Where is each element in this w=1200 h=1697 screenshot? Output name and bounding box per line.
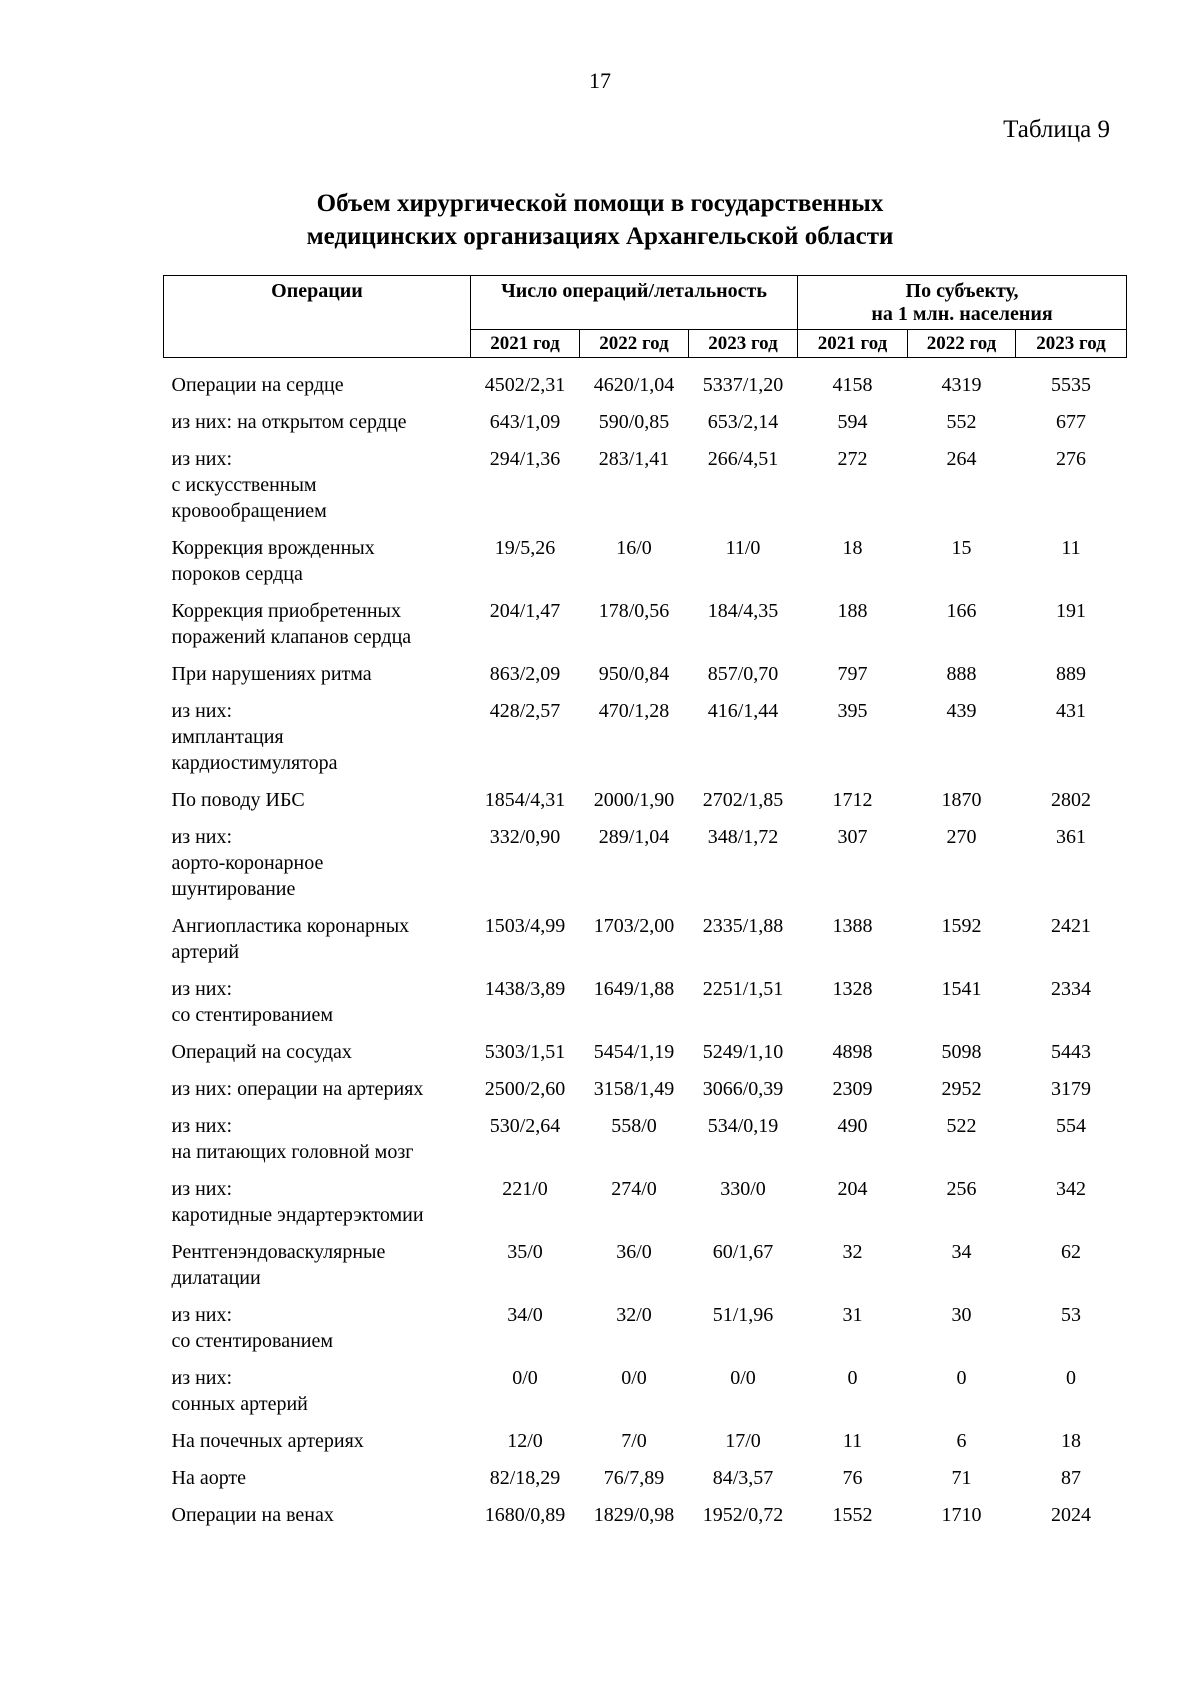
table-row	[164, 446, 1127, 535]
cell-count-lethality: 2702/1,85	[702, 789, 784, 811]
cell-count-lethality: 34/0	[507, 1304, 543, 1326]
cell-per-million: 34	[951, 1241, 972, 1263]
header-year-per-million-2023: 2023 год	[1016, 330, 1127, 358]
cell-count-lethality: 221/0	[502, 1178, 548, 1200]
cell-count-lethality: 1649/1,88	[593, 978, 675, 1000]
cell-count-lethality: 3066/0,39	[702, 1078, 784, 1100]
cell-count-lethality: 0/0	[512, 1367, 538, 1389]
table-row	[164, 976, 1127, 1039]
row-operation-label: При нарушениях ритма	[171, 663, 372, 685]
cell-count-lethality: 1952/0,72	[702, 1504, 784, 1526]
table-row	[164, 824, 1127, 913]
cell-per-million: 522	[946, 1115, 977, 1137]
title-line-1: Объем хирургической помощи в государственных	[316, 190, 884, 217]
table-row	[164, 1465, 1127, 1502]
header-year-per-million-2021: 2021 год	[798, 330, 908, 358]
row-operation-label: из них: каротидные эндартерэктомии	[171, 1178, 424, 1226]
cell-per-million: 889	[1056, 663, 1087, 685]
cell-per-million: 204	[837, 1178, 868, 1200]
cell-per-million: 3179	[1051, 1078, 1092, 1100]
row-operation-label: Коррекция врожденных пороков сердца	[171, 537, 375, 585]
cell-count-lethality: 332/0,90	[489, 826, 561, 848]
cell-per-million: 191	[1056, 600, 1087, 622]
cell-per-million: 2024	[1051, 1504, 1092, 1526]
cell-count-lethality: 51/1,96	[712, 1304, 774, 1326]
cell-count-lethality: 266/4,51	[707, 448, 779, 470]
cell-count-lethality: 35/0	[507, 1241, 543, 1263]
cell-per-million: 342	[1056, 1178, 1087, 1200]
table-row	[164, 913, 1127, 976]
table-row	[164, 358, 1127, 410]
header-year-per-million-2022: 2022 год	[908, 330, 1016, 358]
cell-per-million: 797	[837, 663, 868, 685]
cell-count-lethality: 12/0	[507, 1430, 543, 1452]
table-row	[164, 535, 1127, 598]
row-operation-label: из них: сонных артерий	[171, 1367, 308, 1415]
row-operation-label: из них: на открытом сердце	[171, 411, 407, 433]
cell-per-million: 6	[956, 1430, 967, 1452]
row-operation-label: из них: имплантация кардиостимулятора	[171, 700, 338, 774]
row-operation-label: Коррекция приобретенных поражений клапанов сердца	[171, 600, 412, 648]
table-row	[164, 1176, 1127, 1239]
cell-count-lethality: 5249/1,10	[702, 1041, 784, 1063]
cell-count-lethality: 863/2,09	[489, 663, 561, 685]
cell-count-lethality: 1438/3,89	[484, 978, 566, 1000]
row-operation-label: Ангиопластика коронарных артерий	[171, 915, 410, 963]
table-row	[164, 409, 1127, 446]
cell-count-lethality: 1829/0,98	[593, 1504, 675, 1526]
document-title	[0, 187, 1200, 253]
cell-per-million: 2421	[1051, 915, 1092, 937]
header-year-count-2023: 2023 год	[689, 330, 798, 358]
cell-per-million: 32	[842, 1241, 863, 1263]
cell-per-million: 18	[842, 537, 863, 559]
cell-per-million: 53	[1061, 1304, 1082, 1326]
cell-count-lethality: 0/0	[621, 1367, 647, 1389]
cell-count-lethality: 289/1,04	[598, 826, 670, 848]
cell-per-million: 11	[842, 1430, 863, 1452]
row-operation-label: из них: на питающих головной мозг	[171, 1115, 414, 1163]
cell-per-million: 264	[946, 448, 977, 470]
cell-per-million: 1592	[941, 915, 982, 937]
cell-count-lethality: 7/0	[621, 1430, 647, 1452]
cell-per-million: 554	[1056, 1115, 1087, 1137]
cell-per-million: 0	[1066, 1367, 1077, 1389]
cell-count-lethality: 330/0	[720, 1178, 766, 1200]
cell-per-million: 888	[946, 663, 977, 685]
row-operation-label: из них: с искусственным кровообращением	[171, 448, 327, 522]
cell-count-lethality: 283/1,41	[598, 448, 670, 470]
row-operation-label: из них: аорто-коронарное шунтирование	[171, 826, 324, 900]
row-operation-label: из них: со стентированием	[171, 978, 334, 1026]
cell-per-million: 2952	[941, 1078, 982, 1100]
cell-count-lethality: 950/0,84	[598, 663, 670, 685]
cell-count-lethality: 857/0,70	[707, 663, 779, 685]
cell-count-lethality: 5303/1,51	[484, 1041, 566, 1063]
cell-count-lethality: 17/0	[725, 1430, 761, 1452]
cell-count-lethality: 184/4,35	[707, 600, 779, 622]
cell-count-lethality: 11/0	[725, 537, 761, 559]
table-row	[164, 1428, 1127, 1465]
cell-count-lethality: 1703/2,00	[593, 915, 675, 937]
cell-count-lethality: 1680/0,89	[484, 1504, 566, 1526]
table-row	[164, 661, 1127, 698]
cell-per-million: 5098	[941, 1041, 982, 1063]
cell-per-million: 62	[1061, 1241, 1082, 1263]
row-operation-label: Операции на венах	[171, 1504, 334, 1526]
cell-per-million: 1388	[832, 915, 873, 937]
cell-per-million: 18	[1061, 1430, 1082, 1452]
row-operation-label: из них: со стентированием	[171, 1304, 334, 1352]
cell-per-million: 166	[946, 600, 977, 622]
header-year-count-2022: 2022 год	[580, 330, 689, 358]
table-row	[164, 1302, 1127, 1365]
row-operation-label: Операции на сердце	[171, 374, 344, 396]
cell-count-lethality: 19/5,26	[494, 537, 556, 559]
cell-count-lethality: 294/1,36	[489, 448, 561, 470]
table-row	[164, 787, 1127, 824]
title-line-2: медицинских организациях Архангельской области	[306, 223, 894, 250]
table-row	[164, 1239, 1127, 1302]
cell-count-lethality: 416/1,44	[707, 700, 779, 722]
cell-count-lethality: 558/0	[611, 1115, 657, 1137]
row-operation-label: Операций на сосудах	[171, 1041, 352, 1063]
cell-per-million: 270	[946, 826, 977, 848]
cell-per-million: 1328	[832, 978, 873, 1000]
cell-count-lethality: 348/1,72	[707, 826, 779, 848]
row-operation-label: На почечных артериях	[171, 1430, 364, 1452]
table-row	[164, 1365, 1127, 1428]
cell-count-lethality: 84/3,57	[712, 1467, 774, 1489]
cell-per-million: 1710	[941, 1504, 982, 1526]
cell-per-million: 30	[951, 1304, 972, 1326]
cell-count-lethality: 2251/1,51	[702, 978, 784, 1000]
cell-per-million: 361	[1056, 826, 1087, 848]
cell-count-lethality: 534/0,19	[707, 1115, 779, 1137]
cell-count-lethality: 16/0	[616, 537, 652, 559]
cell-count-lethality: 76/7,89	[603, 1467, 665, 1489]
cell-per-million: 11	[1061, 537, 1081, 559]
cell-count-lethality: 3158/1,49	[593, 1078, 675, 1100]
cell-per-million: 307	[837, 826, 868, 848]
header-per-subject-line-2: на 1 млн. населения	[871, 303, 1053, 325]
cell-per-million: 439	[946, 700, 977, 722]
cell-per-million: 2309	[832, 1078, 873, 1100]
row-operation-label: По поводу ИБС	[171, 789, 305, 811]
cell-per-million: 1712	[832, 789, 873, 811]
cell-count-lethality: 643/1,09	[489, 411, 561, 433]
cell-per-million: 87	[1061, 1467, 1082, 1489]
cell-per-million: 256	[946, 1178, 977, 1200]
cell-per-million: 552	[946, 411, 977, 433]
table-body	[164, 358, 1127, 1540]
cell-count-lethality: 178/0,56	[598, 600, 670, 622]
cell-count-lethality: 2335/1,88	[702, 915, 784, 937]
cell-per-million: 1870	[941, 789, 982, 811]
cell-per-million: 1552	[832, 1504, 873, 1526]
header-operations: Операции	[164, 276, 471, 358]
cell-per-million: 2802	[1051, 789, 1092, 811]
cell-per-million: 594	[837, 411, 868, 433]
cell-per-million: 188	[837, 600, 868, 622]
cell-count-lethality: 2500/2,60	[484, 1078, 566, 1100]
row-operation-label: На аорте	[171, 1467, 247, 1489]
cell-per-million: 395	[837, 700, 868, 722]
header-per-subject-line-1: По субъекту,	[905, 280, 1019, 302]
cell-per-million: 31	[842, 1304, 863, 1326]
cell-per-million: 4158	[832, 374, 873, 396]
header-per-subject-group	[798, 276, 1127, 330]
table-row	[164, 1502, 1127, 1539]
cell-count-lethality: 653/2,14	[707, 411, 779, 433]
page-number: 17	[589, 68, 611, 93]
cell-per-million: 5535	[1051, 374, 1092, 396]
cell-count-lethality: 274/0	[611, 1178, 657, 1200]
cell-per-million: 5443	[1051, 1041, 1092, 1063]
cell-per-million: 2334	[1051, 978, 1092, 1000]
cell-count-lethality: 36/0	[616, 1241, 652, 1263]
row-operation-label: из них: операции на артериях	[171, 1078, 424, 1100]
cell-count-lethality: 5454/1,19	[593, 1041, 675, 1063]
cell-per-million: 71	[951, 1467, 972, 1489]
cell-per-million: 677	[1056, 411, 1087, 433]
cell-count-lethality: 4620/1,04	[593, 374, 675, 396]
row-operation-label: Рентгенэндоваскулярные дилатации	[171, 1241, 386, 1289]
cell-count-lethality: 470/1,28	[598, 700, 670, 722]
cell-count-lethality: 5337/1,20	[702, 374, 784, 396]
cell-per-million: 76	[842, 1467, 863, 1489]
cell-per-million: 0	[847, 1367, 858, 1389]
header-year-count-2021: 2021 год	[471, 330, 580, 358]
cell-per-million: 4898	[832, 1041, 873, 1063]
cell-count-lethality: 0/0	[730, 1367, 756, 1389]
cell-per-million: 272	[837, 448, 868, 470]
cell-count-lethality: 2000/1,90	[593, 789, 675, 811]
cell-per-million: 0	[956, 1367, 967, 1389]
cell-count-lethality: 82/18,29	[489, 1467, 561, 1489]
cell-count-lethality: 32/0	[616, 1304, 652, 1326]
cell-per-million: 15	[951, 537, 972, 559]
cell-count-lethality: 1503/4,99	[484, 915, 566, 937]
cell-count-lethality: 428/2,57	[489, 700, 561, 722]
header-count-group: Число операций/летальность	[471, 276, 798, 330]
table-row	[164, 1039, 1127, 1076]
cell-per-million: 431	[1056, 700, 1087, 722]
table-row	[164, 1076, 1127, 1113]
table-row	[164, 598, 1127, 661]
table-header	[164, 276, 1127, 358]
cell-per-million: 4319	[941, 374, 982, 396]
cell-count-lethality: 204/1,47	[489, 600, 561, 622]
cell-per-million: 490	[837, 1115, 868, 1137]
cell-per-million: 1541	[941, 978, 982, 1000]
table-row	[164, 1113, 1127, 1176]
surgery-volume-table	[163, 275, 1127, 1539]
cell-count-lethality: 530/2,64	[489, 1115, 561, 1137]
table-row	[164, 698, 1127, 787]
cell-per-million: 276	[1056, 448, 1087, 470]
cell-count-lethality: 60/1,67	[712, 1241, 774, 1263]
cell-count-lethality: 4502/2,31	[484, 374, 566, 396]
cell-count-lethality: 590/0,85	[598, 411, 670, 433]
cell-count-lethality: 1854/4,31	[484, 789, 566, 811]
table-caption: Таблица 9	[1003, 116, 1110, 143]
